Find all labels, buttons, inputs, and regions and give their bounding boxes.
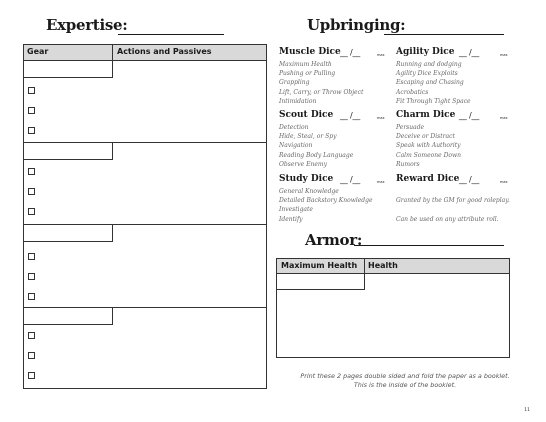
list-item: Fit Through Tight Space [396,97,471,105]
gear-checkbox[interactable] [28,293,35,300]
gear-checkbox[interactable] [28,332,35,339]
expertise-line[interactable] [118,34,224,35]
list-item [396,205,510,214]
gear-checkbox[interactable] [28,168,35,175]
study-dice-title: Study Dice [279,174,334,184]
list-item: Identify [279,215,303,223]
list-item: Calm Someone Down [396,151,462,159]
armor-table-header [277,259,509,274]
charm-dice-list [396,123,461,169]
muscle-dice-title: Muscle Dice [279,47,341,57]
muscle-dice-slot[interactable]: __ /__ [340,48,361,57]
gear-slot-2 [24,143,266,225]
expertise-heading: Expertise: [46,16,128,34]
gear-checkbox[interactable] [28,188,35,195]
page-number: 11 [524,408,530,413]
gear-checkbox[interactable] [28,87,35,94]
list-item: Agility Dice Exploits [396,70,458,78]
muscle-max-label: max [377,53,385,57]
scout-dice-title: Scout Dice [279,110,334,120]
list-item: Observe Enemy [279,160,327,168]
list-item: Running and dodging [396,61,462,68]
gear-checkbox[interactable] [28,273,35,280]
list-item: Can be used on any attribute roll. [396,215,499,223]
agility-dice-title: Agility Dice [396,47,455,57]
study-max-label: max [377,180,385,184]
study-dice-list [279,187,373,224]
max-health-column-header: Maximum Health [281,261,358,270]
upbringing-line[interactable] [384,34,504,35]
list-item: Deceive or Distract [396,133,455,141]
actions-column-header: Actions and Passives [117,47,212,56]
reward-max-label: max [500,180,508,184]
gear-actions-field[interactable] [113,143,266,160]
max-health-field[interactable] [277,289,365,290]
agility-dice-list [396,60,471,106]
list-item: Detailed Backstory Knowledge [279,197,373,205]
health-column-header: Health [368,261,398,270]
list-item: Escaping and Chasing [396,79,464,87]
scout-dice-slot[interactable]: __ /__ [340,111,361,120]
gear-checkbox[interactable] [28,127,35,134]
list-item: Intimidation [279,97,317,105]
gear-actions-field[interactable] [113,225,266,242]
gear-name-field[interactable] [24,61,113,78]
gear-actions-field[interactable] [113,61,266,78]
armor-divider [364,259,365,290]
charm-max-label: max [500,116,508,120]
footnote-line-1: Print these 2 pages double sided and fold the paper as a booklet. [300,372,510,380]
list-item: Detection [279,124,309,131]
gear-slot-4 [24,308,266,388]
gear-table [23,44,267,389]
armor-heading: Armor: [305,231,363,249]
charm-dice-title: Charm Dice [396,110,456,120]
gear-slot-1 [24,61,266,143]
scout-max-label: max [377,116,385,120]
list-item: Reading Body Language [279,151,354,159]
gear-checkbox[interactable] [28,107,35,114]
upbringing-heading: Upbringing: [307,16,406,34]
list-item: Granted by the GM for good roleplay. [396,197,510,205]
list-item: Investigate [279,206,313,214]
list-item: Persuade [396,124,425,131]
agility-dice-slot[interactable]: __ /__ [459,48,480,57]
list-item: Grappling [279,79,310,87]
study-dice-slot[interactable]: __ /__ [340,175,361,184]
list-item: Lift, Carry, or Throw Object [279,88,364,96]
list-item: Rumors [396,160,420,168]
charm-dice-slot[interactable]: __ /__ [459,111,480,120]
gear-name-field[interactable] [24,143,113,160]
list-item: Hide, Steal, or Spy [279,133,337,141]
gear-checkbox[interactable] [28,253,35,260]
gear-actions-field[interactable] [113,308,266,325]
list-item [396,187,510,196]
gear-name-field[interactable] [24,225,113,242]
gear-column-header: Gear [27,47,49,56]
armor-table [276,258,510,358]
agility-max-label: max [500,53,508,57]
list-item: Speak with Authority [396,142,461,150]
header-divider [112,45,113,61]
gear-table-header [24,45,266,61]
list-item: Acrobatics [396,88,429,96]
list-item: Maximum Health [279,61,332,68]
reward-dice-slot[interactable]: __ /__ [459,175,480,184]
gear-name-field[interactable] [24,308,113,325]
armor-line[interactable] [354,245,504,246]
gear-checkbox[interactable] [28,372,35,379]
gear-checkbox[interactable] [28,208,35,215]
list-item: Pushing or Pulling [279,70,336,78]
reward-dice-list [396,187,510,224]
footnote-line-2: This is the inside of the booklet. [353,381,457,389]
reward-dice-title: Reward Dice [396,174,460,184]
muscle-dice-list [279,60,363,106]
gear-checkbox[interactable] [28,352,35,359]
scout-dice-list [279,123,353,169]
list-item: General Knowledge [279,188,339,195]
gear-slot-3 [24,225,266,308]
list-item: Navigation [279,142,313,150]
